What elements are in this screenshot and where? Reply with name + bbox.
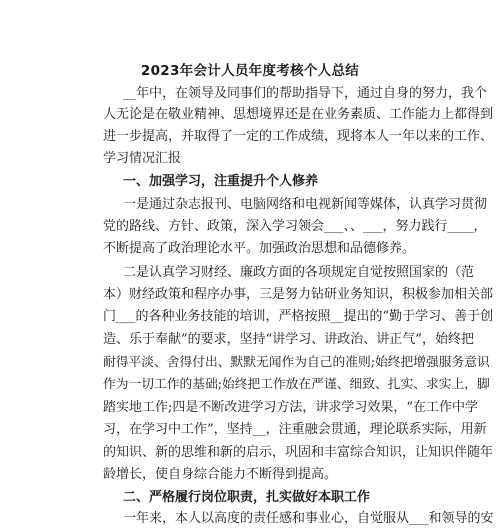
- paragraph-line: 本）财经政策和程序办事，三是努力钻研业务知识，积极参加相关部: [103, 287, 494, 302]
- paragraph-line: 一年来，本人以高度的责任感和事业心，自觉服从___和领导的安: [123, 511, 494, 526]
- paragraph-line: 门___的各种业务技能的培训，严格按照__提出的“勤于学习、善于创: [103, 309, 494, 324]
- paragraph-line: 进一步提高，并取得了一定的工作成绩，现将本人一年以来的工作、: [103, 129, 494, 144]
- paragraph-line: 学习情况汇报: [103, 151, 182, 166]
- paragraph-line: 一是通过杂志报刊、电脑网络和电视新闻等媒体，认真学习贯彻: [123, 197, 488, 212]
- paragraph-line: 的知识、新的思维和新的启示，巩固和丰富综合知识，让知识伴随年: [103, 445, 494, 460]
- paragraph-line: __年中，在领导及同事们的帮助指导下，通过自身的努力，我个: [123, 86, 488, 101]
- paragraph-line: 龄增长，使自身综合能力不断得到提高。: [103, 467, 338, 482]
- paragraph-line: 二是认真学习财经、廉政方面的各项规定自觉按照国家的（范: [123, 265, 475, 280]
- paragraph-line: 作为一切工作的基础;始终把工作放在严谨、细致、扎实、求实上，脚: [103, 377, 490, 392]
- paragraph-line: 习，在学习中工作”，坚持__，注重融会贯通，理论联系实际，用新: [103, 422, 487, 437]
- paragraph-line: 踏实地工作;四是不断改进学习方法，讲求学习效果，“在工作中学: [103, 400, 479, 415]
- section-heading: 二、严格履行岗位职责，扎实做好本职工作: [123, 490, 371, 505]
- paragraph-line: 耐得平淡、舍得付出、默默无闻作为自己的准则;始终把增强服务意识: [103, 355, 490, 370]
- section-heading: 一、加强学习，注重提升个人修养: [123, 174, 319, 189]
- paragraph-line: 造、乐于奉献”的要求，坚持“讲学习、讲政治、讲正气”，始终把: [103, 332, 474, 347]
- paragraph-line: 党的路线、方针、政策，深入学习领会___、、___，努力践行____，: [103, 219, 487, 234]
- paragraph-line: 人无论是在敬业精神、思想境界还是在业务素质、工作能力上都得到: [103, 107, 494, 122]
- document-title: 2023年会计人员年度考核个人总结: [140, 63, 360, 79]
- paragraph-line: 不断提高了政治理论水平。加强政治思想和品德修养。: [103, 241, 416, 256]
